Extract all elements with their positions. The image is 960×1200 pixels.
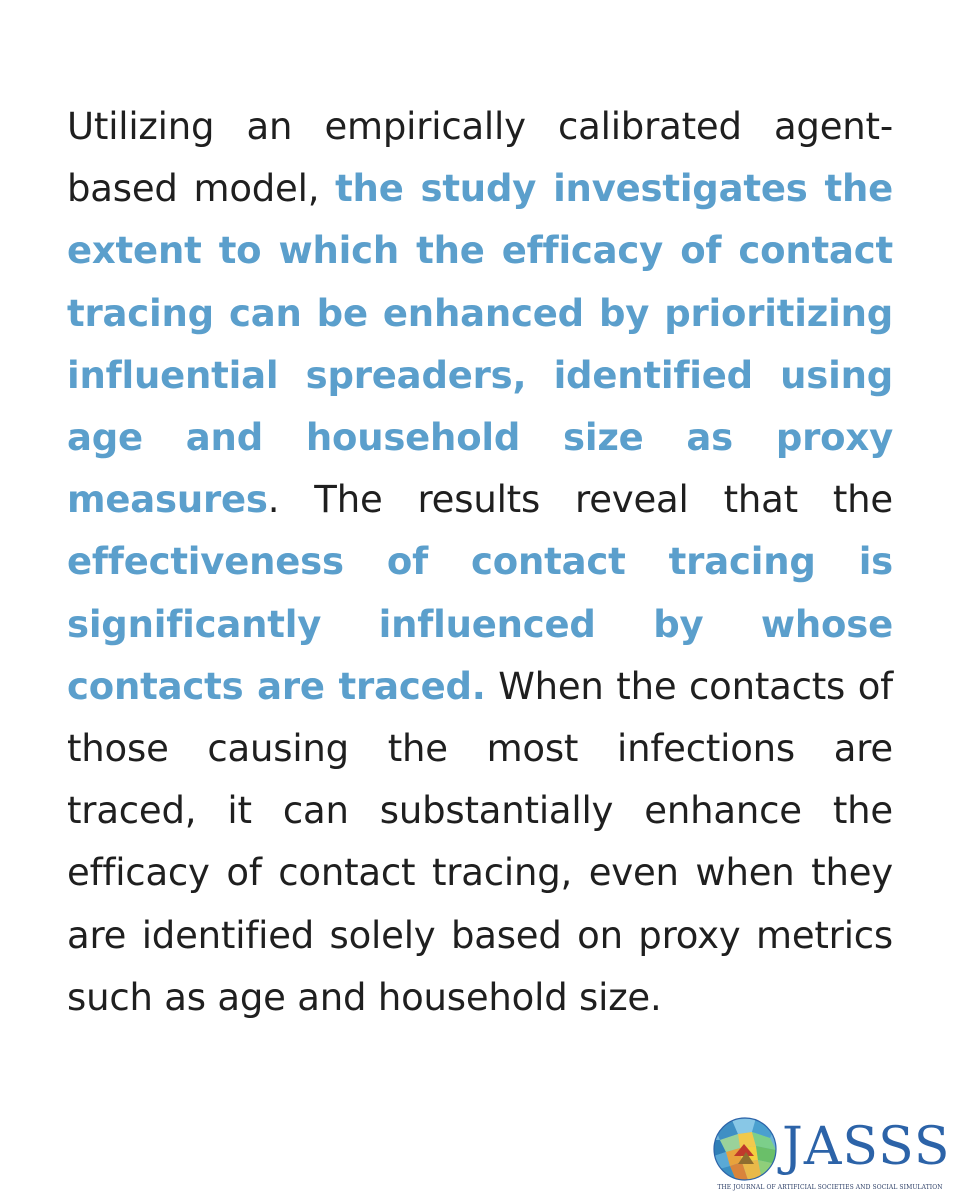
abstract-text-results: . The results reveal that the [267,478,893,522]
abstract-text-conclusion: When the contacts of those causing the most infections are traced, it can substantially enhance the efficacy of contact tracing, even when they are identified solely based on proxy metrics such as age and household size. [67,664,893,1019]
jasss-subtitle: THE JOURNAL OF ARTIFICIAL SOCIETIES AND SOCIAL SIMULATION [717,1184,943,1191]
abstract-highlight-aim: the study investigates the extent to which the efficacy of contact tracing can be enhanced by prioritizing influential spreaders, identified using age and household size as proxy measures [67,167,893,522]
jasss-mosaic-globe-icon [712,1116,778,1182]
jasss-logo [710,1112,950,1194]
jasss-wordmark: JASSS [782,1117,951,1177]
abstract-text-intro: Utilizing an empirically calibrated agent-based model, [67,105,893,211]
abstract-paragraph [67,96,893,1029]
abstract-highlight-finding: effectiveness of contact tracing is significantly influenced by whose contacts are traced. [67,540,893,708]
